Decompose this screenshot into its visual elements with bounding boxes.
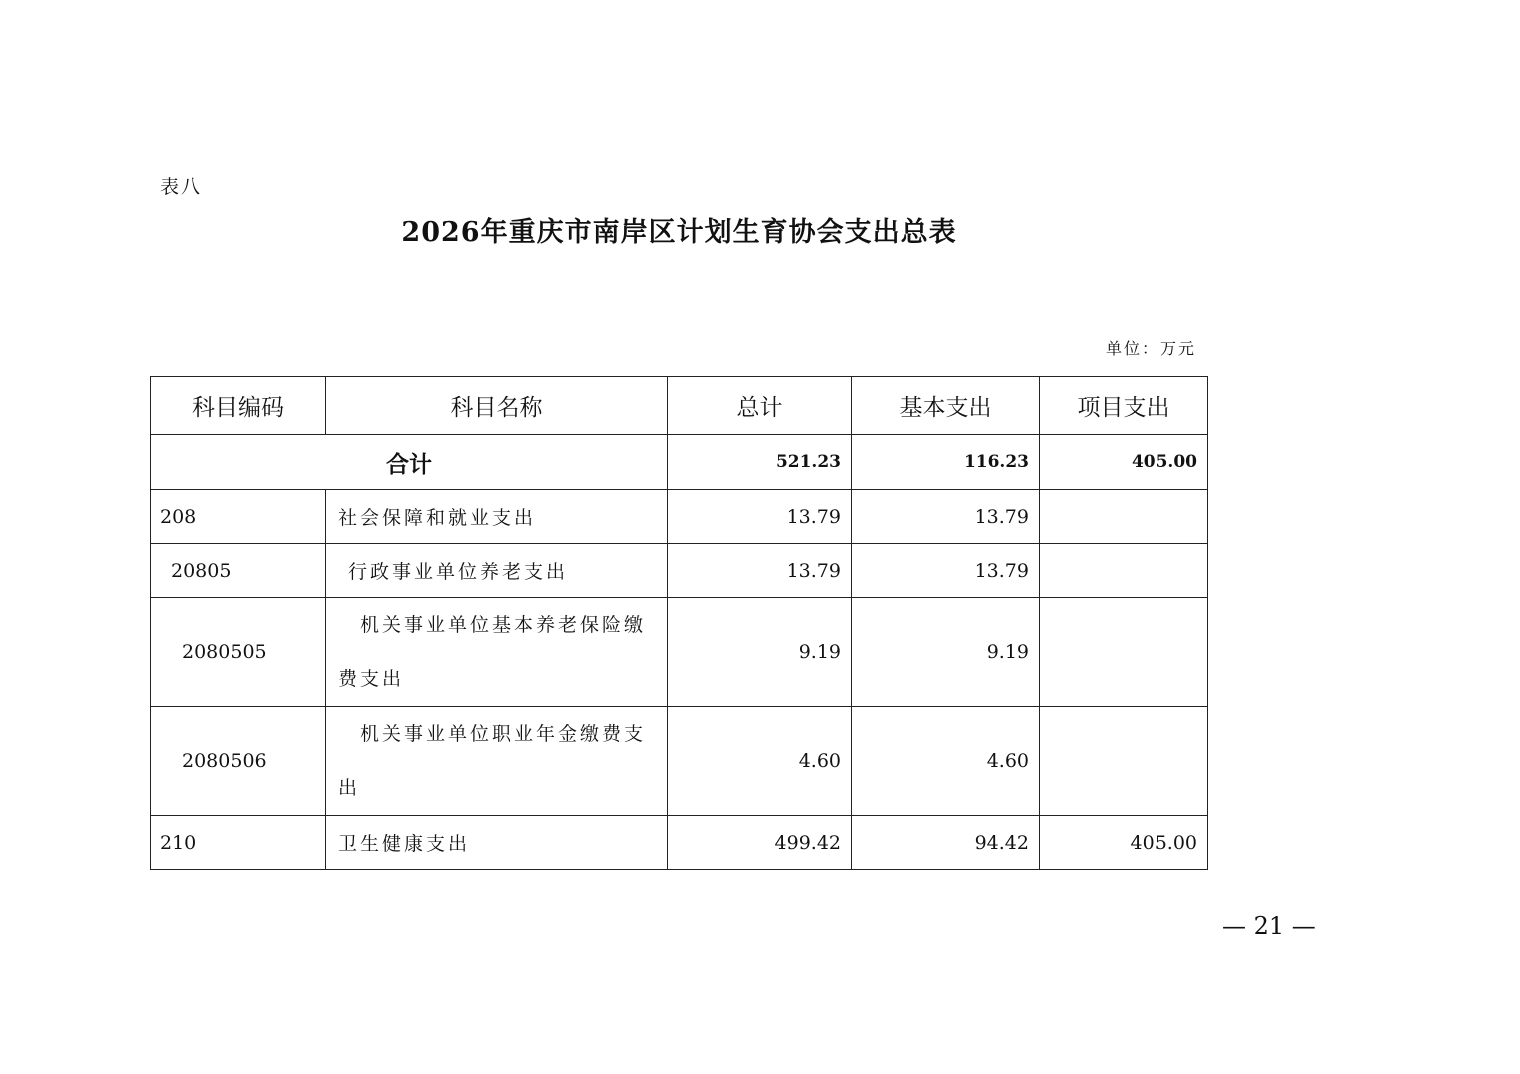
page-number: — 21 — — [1222, 912, 1316, 940]
total-label: 合计 — [151, 435, 668, 490]
row-project: 405.00 — [1040, 816, 1208, 870]
row-basic: 13.79 — [852, 544, 1040, 598]
row-total: 9.19 — [668, 598, 852, 707]
row-name: 行政事业单位养老支出 — [326, 544, 668, 598]
row-code: 2080506 — [151, 707, 326, 816]
row-total: 13.79 — [668, 544, 852, 598]
row-project — [1040, 544, 1208, 598]
header-project: 项目支出 — [1040, 377, 1208, 435]
total-project: 405.00 — [1040, 435, 1208, 490]
row-code: 2080505 — [151, 598, 326, 707]
row-code: 210 — [151, 816, 326, 870]
row-total: 13.79 — [668, 490, 852, 544]
row-basic: 9.19 — [852, 598, 1040, 707]
row-total: 499.42 — [668, 816, 852, 870]
table-row — [151, 707, 1208, 816]
header-name: 科目名称 — [326, 377, 668, 435]
expenditure-table — [150, 376, 1208, 870]
row-basic: 4.60 — [852, 707, 1040, 816]
row-name: 机关事业单位基本养老保险缴费支出 — [326, 598, 668, 707]
header-row — [151, 377, 1208, 435]
row-project — [1040, 490, 1208, 544]
row-name: 机关事业单位职业年金缴费支出 — [326, 707, 668, 816]
row-code: 20805 — [151, 544, 326, 598]
table-row — [151, 598, 1208, 707]
table-label: 表八 — [160, 176, 203, 198]
header-basic: 基本支出 — [852, 377, 1040, 435]
unit-label: 单位：万元 — [1105, 339, 1196, 358]
row-name: 卫生健康支出 — [326, 816, 668, 870]
row-project — [1040, 598, 1208, 707]
total-row — [151, 435, 1208, 490]
total-basic: 116.23 — [852, 435, 1040, 490]
table-row — [151, 490, 1208, 544]
page-title: 2026年重庆市南岸区计划生育协会支出总表 — [401, 217, 957, 248]
header-total: 总计 — [668, 377, 852, 435]
row-name: 社会保障和就业支出 — [326, 490, 668, 544]
table-row — [151, 816, 1208, 870]
row-total: 4.60 — [668, 707, 852, 816]
row-code: 208 — [151, 490, 326, 544]
row-basic: 94.42 — [852, 816, 1040, 870]
row-project — [1040, 707, 1208, 816]
header-code: 科目编码 — [151, 377, 326, 435]
total-sum: 521.23 — [668, 435, 852, 490]
row-basic: 13.79 — [852, 490, 1040, 544]
table-row — [151, 544, 1208, 598]
